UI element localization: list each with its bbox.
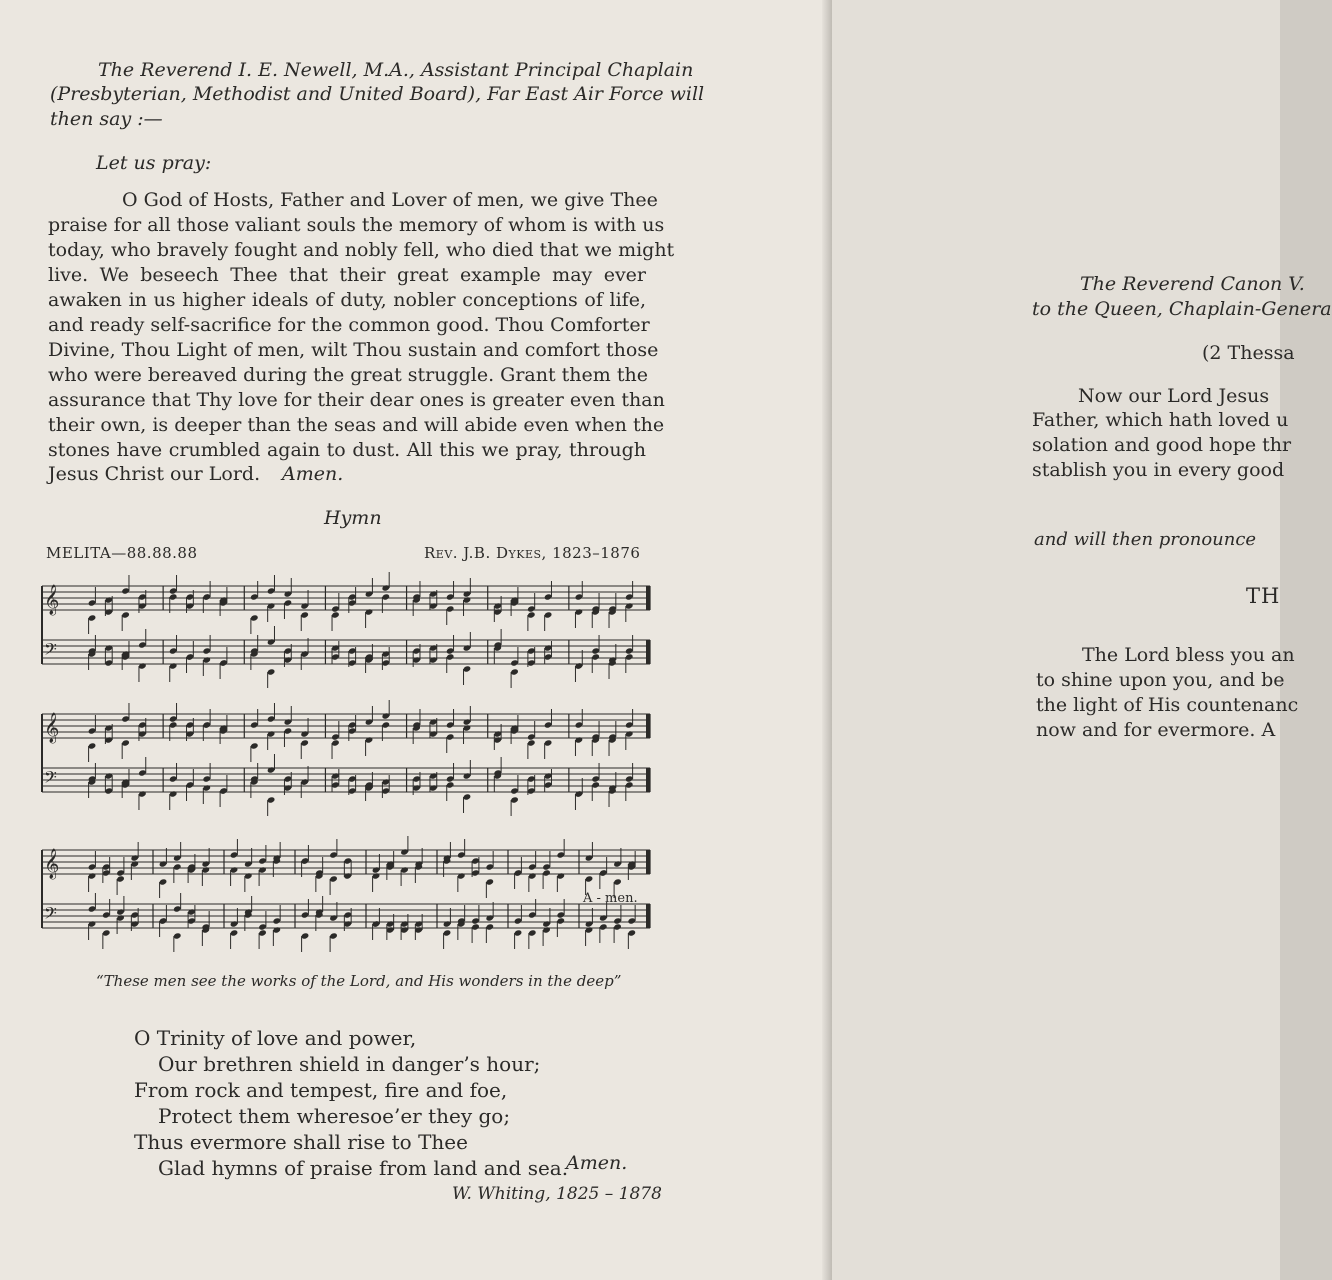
reading-line: solation and good hope thr <box>1032 434 1292 456</box>
composer: Rev. J.B. Dykes, 1823–1876 <box>424 544 641 562</box>
blessing-line: now and for evermore. A <box>1036 719 1276 741</box>
reading-reference: (2 Thessa <box>1202 342 1295 364</box>
reading-line: stablish you in every good <box>1032 459 1285 481</box>
reading-line: Now our Lord Jesus <box>1078 385 1270 407</box>
prayer-line: today, who bravely fought and nobly fell, who died that we might <box>48 239 675 261</box>
verse-line: O Trinity of love and power, <box>134 1026 417 1050</box>
music-system-2 <box>36 706 656 816</box>
hymn-author: W. Whiting, 1825 – 1878 <box>452 1184 662 1204</box>
intro-line-2: (Presbyterian, Methodist and United Board), Far East Air Force will <box>50 83 705 105</box>
music-system-1 <box>36 578 656 688</box>
prayer-line: Divine, Thou Light of men, wilt Thou sustain and comfort those <box>48 339 659 361</box>
prayer-line: live. We beseech Thee that their great example may ever <box>48 264 646 286</box>
intro-line-1: The Reverend I. E. Newell, M.A., Assistant Principal Chaplain <box>98 59 694 81</box>
svg-text:𝄞: 𝄞 <box>44 849 60 879</box>
hymn-caption: “These men see the works of the Lord, and His wonders in the deep” <box>96 972 622 990</box>
reading-line: Father, which hath loved u <box>1032 409 1289 431</box>
prayer-line: their own, is deeper than the seas and will abide even when the <box>48 414 665 436</box>
blessing-line: the light of His countenanc <box>1036 694 1299 716</box>
right-page <box>832 0 1332 1280</box>
svg-text:𝄢: 𝄢 <box>44 639 57 663</box>
verse-amen: Amen. <box>566 1152 628 1174</box>
blessing-line: to shine upon you, and be <box>1036 669 1285 691</box>
prayer-line: praise for all those valiant souls the memory of whom is with us <box>48 214 665 236</box>
hymn-heading: Hymn <box>324 507 382 529</box>
verse-line: Glad hymns of praise from land and sea. <box>158 1156 569 1180</box>
prayer-line: awaken in us higher ideals of duty, nobler conceptions of life, <box>48 289 646 311</box>
verse-line: From rock and tempest, fire and foe, <box>134 1078 508 1102</box>
blessing-line: The Lord bless you an <box>1082 644 1295 666</box>
tune-name: MELITA—88.88.88 <box>46 544 198 562</box>
verse-line: Protect them wheresoe’er they go; <box>158 1104 511 1128</box>
pronounce-text: and will then pronounce <box>1034 529 1257 550</box>
verse-line: Thus evermore shall rise to Thee <box>134 1130 468 1154</box>
right-intro-line-2: to the Queen, Chaplain-Genera <box>1032 298 1332 320</box>
svg-text:𝄢: 𝄢 <box>44 767 57 791</box>
prayer-amen: Amen. <box>282 463 344 485</box>
prayer-line: O God of Hosts, Father and Lover of men, we give Thee <box>122 189 658 211</box>
music-system-3 <box>36 842 656 954</box>
prayer-line: Jesus Christ our Lord. <box>48 463 261 485</box>
prayer-line: assurance that Thy love for their dear ones is greater even than <box>48 389 665 411</box>
prayer-line: stones have crumbled again to dust. All this we pray, through <box>48 439 646 461</box>
music-amen-lyric: A - men. <box>583 891 638 906</box>
intro-line-3: then say :— <box>50 108 163 130</box>
svg-text:𝄞: 𝄞 <box>44 585 60 615</box>
svg-text:𝄢: 𝄢 <box>44 903 57 927</box>
let-us-pray: Let us pray: <box>96 152 212 174</box>
blessing-heading: TH <box>1246 584 1281 608</box>
prayer-line: who were bereaved during the great struggle. Grant them the <box>48 364 648 386</box>
prayer-line: and ready self-sacrifice for the common good. Thou Comforter <box>48 314 650 336</box>
verse-line: Our brethren shield in danger’s hour; <box>158 1052 541 1076</box>
right-intro-line-1: The Reverend Canon V. <box>1080 273 1305 295</box>
svg-text:𝄞: 𝄞 <box>44 713 60 743</box>
